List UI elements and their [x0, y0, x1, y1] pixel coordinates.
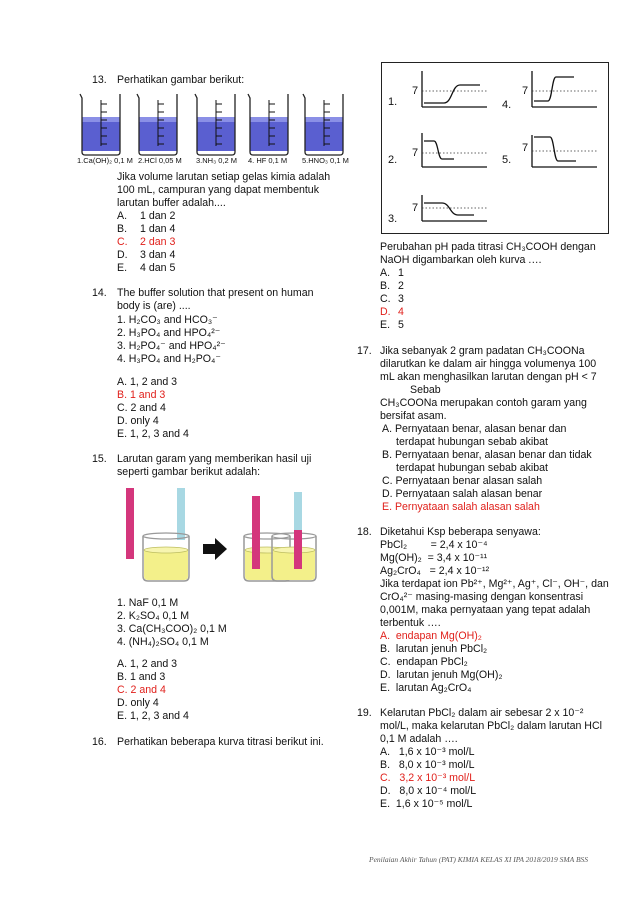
q17-stem-5: CH₃COONa merupakan contoh garam yang — [380, 397, 587, 409]
q19-option-d: D. 8,0 x 10⁻⁴ mol/L — [380, 785, 477, 797]
graph-tick-7-4: 7 — [522, 85, 529, 97]
q13-option-a: 1 dan 2 — [140, 210, 176, 222]
graph-tick-7-5: 7 — [522, 142, 529, 154]
q18-text-3: 0,001M, maka pernyataan yang tepat adalah — [380, 604, 591, 616]
q16-option-d-key: D. — [380, 306, 391, 318]
beaker-5 — [303, 94, 343, 155]
q19-stem-2: mol/L, maka kelarutan PbCl₂ dalam larutan HCl — [380, 720, 602, 732]
q13-stem: Perhatikan gambar berikut: — [117, 74, 245, 86]
q14-number: 14. — [92, 287, 107, 299]
beaker-4 — [248, 94, 288, 155]
q16-option-a-key: A. — [380, 267, 391, 279]
q13-option-e-key: E. — [117, 262, 128, 274]
q16-number: 16. — [92, 736, 107, 748]
titration-curves-box — [381, 62, 609, 234]
q15-stem-1: Larutan garam yang memberikan hasil uji — [117, 453, 312, 465]
q17-stem-6: bersifat asam. — [380, 410, 447, 422]
graph-label-4: 4. — [502, 99, 512, 111]
beaker-1 — [80, 94, 120, 155]
graph-label-1: 1. — [388, 96, 398, 108]
q14-item-4: 4. H₃PO₄ and H₂PO₄⁻ — [117, 353, 221, 365]
q15-option-b: B. 1 and 3 — [117, 671, 166, 683]
q18-text-2: CrO₄²⁻ masing-masing dengan konsentrasi — [380, 591, 584, 603]
q17-stem-3: mL akan menghasilkan larutan dengan pH < 7 — [380, 371, 597, 383]
q14-item-1: 1. H₂CO₃ and HCO₃⁻ — [117, 314, 218, 326]
arrow-icon — [203, 538, 227, 560]
titration-curve-3 — [422, 195, 487, 221]
q14-option-e: E. 1, 2, 3 and 4 — [117, 428, 189, 440]
q17-stem-1: Jika sebanyak 2 gram padatan CH₃COONa — [380, 345, 585, 357]
q19-number: 19. — [357, 707, 372, 719]
q13-option-a-key: A. — [117, 210, 128, 222]
q17-option-e: E. Pernyataan salah alasan salah — [382, 501, 540, 513]
q18-number: 18. — [357, 526, 372, 538]
q17-option-b-1: B. Pernyataan benar, alasan benar dan tidak — [382, 449, 592, 461]
q18-ksp-1: PbCl₂ = 2,4 x 10⁻⁴ — [380, 539, 488, 551]
q16-option-b-key: B. — [380, 280, 391, 292]
q14-stem-2: body is (are) .... — [117, 300, 191, 312]
titration-curve-2 — [422, 133, 487, 167]
litmus-test-figure — [115, 484, 330, 588]
q19-option-c: C. 3,2 x 10⁻³ mol/L — [380, 772, 476, 784]
q13-number: 13. — [92, 74, 107, 86]
q17-option-a-2: terdapat hubungan sebab akibat — [396, 436, 548, 448]
q13-text-3: larutan buffer adalah.... — [117, 197, 226, 209]
q15-option-a: A. 1, 2 and 3 — [117, 658, 178, 670]
beaker-label-4: 4. HF 0,1 M — [248, 156, 288, 165]
graph-tick-7-2: 7 — [412, 147, 419, 159]
q15-option-d: D. only 4 — [117, 697, 159, 709]
titration-curve-4 — [532, 71, 597, 107]
q17-stem-4: Sebab — [410, 384, 441, 396]
q13-option-b-key: B. — [117, 223, 128, 235]
q18-option-e: E. larutan Ag₂CrO₄ — [380, 682, 472, 694]
q14-item-3: 3. H₂PO₄⁻ and HPO₄²⁻ — [117, 340, 226, 352]
q17-option-b-2: terdapat hubungan sebab akibat — [396, 462, 548, 474]
q18-ksp-2: Mg(OH)₂ = 3,4 x 10⁻¹¹ — [380, 552, 488, 564]
graph-tick-7-3: 7 — [412, 202, 419, 214]
q15-number: 15. — [92, 453, 107, 465]
q16-option-e: 5 — [398, 319, 404, 331]
q13-option-b: 1 dan 4 — [140, 223, 176, 235]
q14-stem-1: The buffer solution that present on human — [117, 287, 314, 299]
q14-option-b: B. 1 and 3 — [117, 389, 166, 401]
graph-label-2: 2. — [388, 154, 398, 166]
q16-option-c: 3 — [398, 293, 404, 305]
q18-stem: Diketahui Ksp beberapa senyawa: — [380, 526, 541, 538]
graph-label-5: 5. — [502, 154, 512, 166]
q17-number: 17. — [357, 345, 372, 357]
q18-ksp-3: Ag₂CrO₄ = 2,4 x 10⁻¹² — [380, 565, 490, 577]
q16-option-e-key: E. — [380, 319, 391, 331]
q15-item-4: 4. (NH₄)₂SO₄ 0,1 M — [117, 636, 209, 648]
blue-litmus-paper — [177, 488, 185, 540]
q19-option-b: B. 8,0 x 10⁻³ mol/L — [380, 759, 475, 771]
q18-option-d: D. larutan jenuh Mg(OH)₂ — [380, 669, 503, 681]
q14-option-a: A. 1, 2 and 3 — [117, 376, 178, 388]
q15-item-3: 3. Ca(CH₃COO)₂ 0,1 M — [117, 623, 227, 635]
beaker-label-5: 5.HNO₃ 0,1 M — [302, 156, 349, 165]
q17-option-c: C. Pernyataan benar alasan salah — [382, 475, 543, 487]
q16-option-a: 1 — [398, 267, 404, 279]
q14-option-c: C. 2 and 4 — [117, 402, 166, 414]
q16-option-c-key: C. — [380, 293, 391, 305]
titration-curve-1 — [422, 71, 487, 107]
q18-option-c: C. endapan PbCl₂ — [380, 656, 468, 668]
q15-option-e: E. 1, 2, 3 and 4 — [117, 710, 189, 722]
q19-stem-3: 0,1 M adalah …. — [380, 733, 458, 745]
q19-option-a: A. 1,6 x 10⁻³ mol/L — [380, 746, 475, 758]
q13-option-d-key: D. — [117, 249, 128, 261]
q13-text-2: 100 mL, campuran yang dapat membentuk — [117, 184, 319, 196]
q15-stem-2: seperti gambar berikut adalah: — [117, 466, 261, 478]
q16-option-b: 2 — [398, 280, 404, 292]
q13-text-1: Jika volume larutan setiap gelas kimia adalah — [117, 171, 331, 183]
q19-option-e: E. 1,6 x 10⁻⁵ mol/L — [380, 798, 473, 810]
q15-option-c: C. 2 and 4 — [117, 684, 166, 696]
titration-curve-5 — [532, 135, 597, 167]
q18-text-4: terbentuk …. — [380, 617, 441, 629]
beaker-label-1: 1.Ca(OH)₂ 0,1 M — [77, 156, 133, 165]
beaker-before — [143, 533, 189, 581]
q18-text-1: Jika terdapat ion Pb²⁺, Mg²⁺, Ag⁺, Cl⁻, OH⁻, dan — [380, 578, 609, 590]
q17-stem-2: dilarutkan ke dalam air hingga volumenya 100 — [380, 358, 597, 370]
q13-option-e: 4 dan 5 — [140, 262, 176, 274]
q13-option-d: 3 dan 4 — [140, 249, 176, 261]
q17-option-a-1: A. Pernyataan benar, alasan benar dan — [382, 423, 567, 435]
q16-text-2: NaOH digambarkan oleh kurva .… — [380, 254, 542, 266]
q16-text-1: Perubahan pH pada titrasi CH₃COOH dengan — [380, 241, 596, 253]
q14-option-d: D. only 4 — [117, 415, 159, 427]
q18-option-a: A. endapan Mg(OH)₂ — [380, 630, 482, 642]
q13-option-c: 2 dan 3 — [140, 236, 176, 248]
q15-item-1: 1. NaF 0,1 M — [117, 597, 179, 609]
beaker-3 — [195, 94, 235, 155]
graph-label-3: 3. — [388, 213, 398, 225]
q16-stem: Perhatikan beberapa kurva titrasi berikut ini. — [117, 736, 324, 748]
beaker-label-3: 3.NH₃ 0,2 M — [196, 156, 237, 165]
graph-tick-7-1: 7 — [412, 85, 419, 97]
q14-item-2: 2. H₃PO₄ and HPO₄²⁻ — [117, 327, 221, 339]
q15-item-2: 2. K₂SO₄ 0,1 M — [117, 610, 190, 622]
q16-option-d: 4 — [398, 306, 404, 318]
page-footer: Penilaian Akhir Tahun (PAT) KIMIA KELAS XI IPA 2018/2019 SMA BSS — [369, 855, 589, 864]
q19-stem-1: Kelarutan PbCl₂ dalam air sebesar 2 x 10⁻² — [380, 707, 584, 719]
q18-option-b: B. larutan jenuh PbCl₂ — [380, 643, 488, 655]
beaker-label-2: 2.HCl 0,05 M — [138, 156, 182, 165]
beaker-2 — [137, 94, 177, 155]
red-litmus-paper — [126, 488, 134, 559]
q13-option-c-key: C. — [117, 236, 128, 248]
q17-option-d: D. Pernyataan salah alasan benar — [382, 488, 543, 500]
